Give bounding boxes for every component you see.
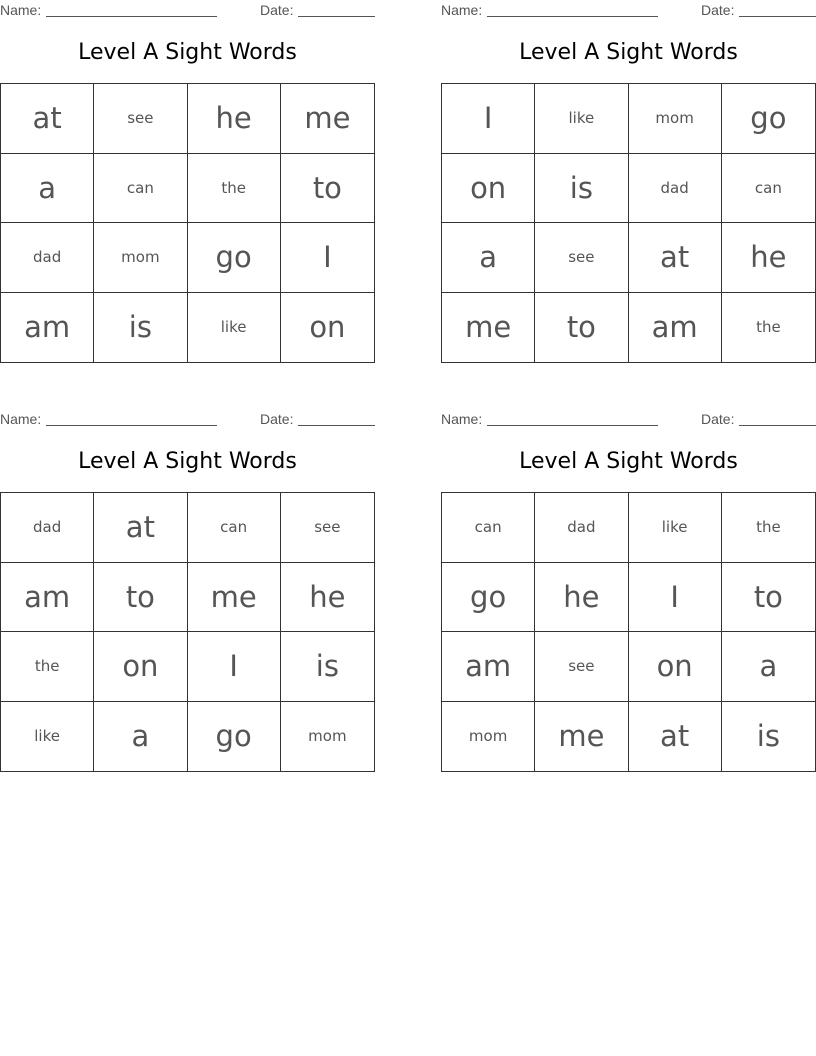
word-cell: a bbox=[94, 702, 187, 772]
bingo-card-1 bbox=[0, 0, 375, 345]
word-cell: can bbox=[442, 493, 535, 563]
word-cell: I bbox=[188, 632, 281, 702]
date-blank-line bbox=[298, 425, 375, 426]
word-cell: see bbox=[535, 223, 628, 293]
word-cell: at bbox=[629, 223, 722, 293]
word-cell: on bbox=[309, 310, 346, 345]
name-label: Name: bbox=[441, 411, 483, 427]
word-cell: dad bbox=[629, 154, 722, 224]
word-cell: am bbox=[442, 632, 535, 702]
word-cell: the bbox=[1, 632, 94, 702]
name-blank-line bbox=[487, 425, 658, 426]
bingo-card-3 bbox=[0, 409, 375, 754]
word-grid bbox=[441, 492, 816, 772]
word-cell: to bbox=[94, 563, 187, 633]
name-date-row bbox=[0, 0, 375, 22]
word-cell: like bbox=[535, 84, 628, 154]
word-cell: on bbox=[442, 154, 535, 224]
word-cell: mom bbox=[94, 223, 187, 293]
card-title: Level A Sight Words bbox=[78, 40, 297, 65]
word-cell: like bbox=[1, 702, 94, 772]
name-date-row bbox=[441, 0, 816, 22]
word-cell: am bbox=[629, 293, 722, 363]
word-cell: I bbox=[629, 563, 722, 633]
date-label: Date: bbox=[260, 411, 294, 427]
word-cell: mom bbox=[629, 84, 722, 154]
word-cell: can bbox=[188, 493, 281, 563]
word-cell: he bbox=[281, 563, 374, 633]
bingo-card-2 bbox=[441, 0, 816, 345]
date-label: Date: bbox=[701, 411, 735, 427]
date-label: Date: bbox=[701, 2, 735, 18]
word-cell: dad bbox=[535, 493, 628, 563]
word-cell: me bbox=[281, 84, 374, 154]
word-cell: he bbox=[535, 563, 628, 633]
word-cell: to bbox=[722, 563, 815, 633]
word-cell: go bbox=[722, 84, 815, 154]
word-cell: me bbox=[442, 293, 535, 363]
word-grid bbox=[441, 83, 816, 363]
word-cell: I bbox=[442, 84, 535, 154]
word-cell: mom bbox=[308, 727, 347, 746]
word-cell: the bbox=[756, 318, 781, 337]
word-cell: see bbox=[94, 84, 187, 154]
card-title: Level A Sight Words bbox=[519, 40, 738, 65]
name-label: Name: bbox=[441, 2, 483, 18]
word-cell: me bbox=[188, 563, 281, 633]
word-cell: am bbox=[1, 293, 94, 363]
name-label: Name: bbox=[0, 411, 42, 427]
word-cell: to bbox=[535, 293, 628, 363]
word-cell: at bbox=[94, 493, 187, 563]
word-cell: go bbox=[188, 223, 281, 293]
word-cell: on bbox=[629, 632, 722, 702]
name-blank-line bbox=[46, 16, 217, 17]
word-cell: the bbox=[188, 154, 281, 224]
name-blank-line bbox=[46, 425, 217, 426]
word-cell: is bbox=[281, 632, 374, 702]
word-cell: a bbox=[442, 223, 535, 293]
word-cell: on bbox=[94, 632, 187, 702]
word-cell: is bbox=[756, 719, 780, 754]
word-grid bbox=[0, 492, 375, 772]
word-cell: see bbox=[535, 632, 628, 702]
name-date-row bbox=[441, 409, 816, 431]
word-cell: go bbox=[188, 702, 281, 772]
date-blank-line bbox=[298, 16, 375, 17]
word-cell: at bbox=[629, 702, 722, 772]
word-cell: mom bbox=[442, 702, 535, 772]
word-cell: am bbox=[1, 563, 94, 633]
word-cell: the bbox=[722, 493, 815, 563]
word-cell: is bbox=[535, 154, 628, 224]
word-cell: I bbox=[281, 223, 374, 293]
name-blank-line bbox=[487, 16, 658, 17]
card-title: Level A Sight Words bbox=[78, 449, 297, 474]
word-cell: he bbox=[188, 84, 281, 154]
bingo-card-4 bbox=[441, 409, 816, 754]
word-cell: can bbox=[94, 154, 187, 224]
name-label: Name: bbox=[0, 2, 42, 18]
word-cell: a bbox=[722, 632, 815, 702]
word-cell: can bbox=[722, 154, 815, 224]
word-cell: go bbox=[442, 563, 535, 633]
date-blank-line bbox=[739, 425, 816, 426]
word-cell: me bbox=[535, 702, 628, 772]
word-cell: dad bbox=[1, 493, 94, 563]
date-blank-line bbox=[739, 16, 816, 17]
word-cell: is bbox=[94, 293, 187, 363]
word-cell: like bbox=[188, 293, 281, 363]
word-cell: he bbox=[722, 223, 815, 293]
word-cell: to bbox=[281, 154, 374, 224]
word-cell: like bbox=[629, 493, 722, 563]
date-label: Date: bbox=[260, 2, 294, 18]
name-date-row bbox=[0, 409, 375, 431]
word-grid bbox=[0, 83, 375, 363]
word-cell: dad bbox=[1, 223, 94, 293]
word-cell: a bbox=[1, 154, 94, 224]
card-title: Level A Sight Words bbox=[519, 449, 738, 474]
word-cell: see bbox=[281, 493, 374, 563]
word-cell: at bbox=[1, 84, 94, 154]
